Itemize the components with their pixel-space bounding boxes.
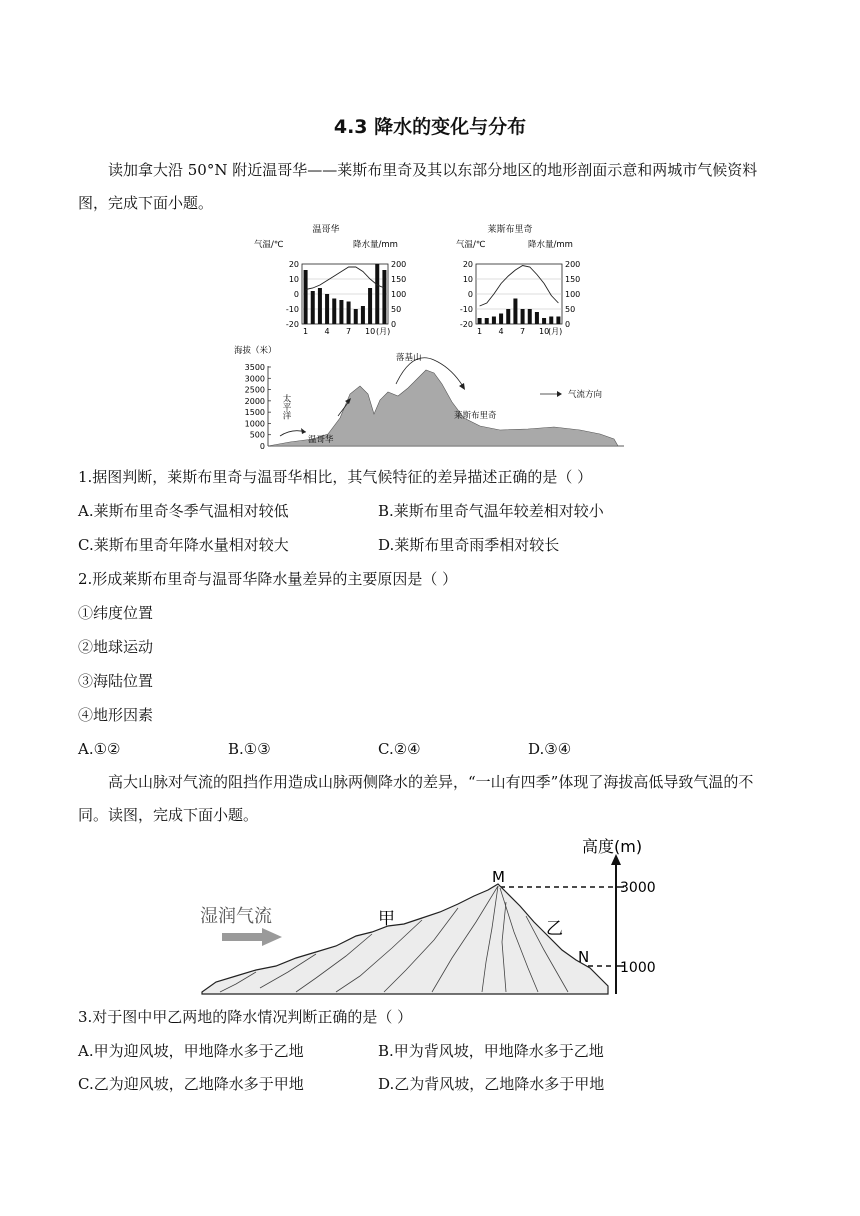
precip-bar [347,302,351,325]
precip-bar [513,299,517,325]
precip-axis-label-lethbridge: 降水量/mm [528,240,573,250]
month-unit-lethbridge: (月) [548,327,563,336]
arrow-head-3 [459,383,465,390]
precip-bar [492,317,496,325]
month-ticks-lethbridge [477,327,549,336]
precip-tick-label: 50 [391,305,402,314]
elevation-tick-label: 3500 [244,363,265,372]
moist-airflow-label: 湿润气流 [200,906,272,927]
precip-ticks-lethbridge [565,260,580,329]
temp-line-vancouver [306,267,385,290]
vancouver-profile-label: 温哥华 [308,435,334,445]
temp-ticks-lethbridge [460,260,473,329]
month-ticks-vancouver [303,327,375,336]
peak-m-label: M [492,868,505,886]
temp-tick-label: 10 [462,275,473,284]
height-axis-label: 高度(m) [582,837,643,856]
lethbridge-profile-label: 莱斯布里奇 [454,411,497,421]
temp-tick-label: -20 [285,320,299,329]
precip-tick-label: 200 [391,260,407,269]
q2-option-d: D.③④ [528,740,572,758]
precip-tick-label: 100 [391,290,407,299]
temp-tick-label: -10 [459,305,473,314]
precip-bar [485,318,489,324]
temp-line-lethbridge [480,266,559,307]
precip-bar [361,306,365,324]
precip-tick-label: 150 [391,275,407,284]
temp-tick-label: -10 [285,305,299,314]
precip-bar [354,309,358,324]
temp-tick-label: 0 [293,290,299,299]
precip-bar [542,318,546,324]
elevation-axis-label: 海拔（米） [234,346,277,356]
q1-option-c: C.莱斯布里奇年降水量相对较大 [78,536,289,554]
temp-tick-label: -20 [459,320,473,329]
arrow-head-1 [301,428,306,434]
airflow-arrow-shaft [222,933,262,941]
elevation-tick-label: 3000 [244,374,265,384]
month-tick-label: 7 [346,327,352,336]
figure-2 [196,832,696,1000]
month-tick-label: 1 [303,327,309,336]
question-3-stem: 3.对于图中甲乙两地的降水情况判断正确的是（ ） [78,1008,413,1026]
rocky-mountains-label: 落基山 [396,353,422,363]
precip-tick-label: 100 [565,290,581,299]
month-tick-label: 7 [520,327,526,336]
precip-tick-label: 0 [565,320,571,329]
precip-bar [549,317,553,325]
temp-axis-label-vancouver: 气温/℃ [254,240,284,250]
q3-option-a: A.甲为迎风坡，甲地降水多于乙地 [78,1042,304,1060]
figure-1 [228,222,628,454]
precip-bar [339,300,343,324]
page-title: 4.3 降水的变化与分布 [333,116,527,138]
slope-jia-label: 甲 [378,909,395,929]
q1-option-d: D.莱斯布里奇雨季相对较长 [378,536,560,554]
precip-bar [499,314,503,325]
airflow-arrow-head [262,928,282,946]
intro-paragraph-2: 高大山脉对气流的阻挡作用造成山脉两侧降水的差异，“一山有四季”体现了海拔高低导致气温的不同。读图，完成下面小题。 [78,773,754,824]
city-title-vancouver: 温哥华 [312,225,340,235]
q3-option-b: B.甲为背风坡，甲地降水多于乙地 [378,1042,604,1060]
month-tick-label: 4 [324,327,330,336]
airflow-legend-label: 气流方向 [568,390,603,400]
precip-bar [556,317,560,325]
temp-tick-label: 20 [288,260,299,269]
month-tick-label: 4 [498,327,504,336]
precip-ticks-vancouver [391,260,406,329]
tick-label-1000: 1000 [620,960,656,976]
precip-bar [375,264,379,324]
elevation-tick-label: 2500 [244,385,265,395]
q1-option-b: B.莱斯布里奇气温年较差相对较小 [378,502,604,520]
question-1-stem: 1.据图判断，莱斯布里奇与温哥华相比，其气候特征的差异描述正确的是（ ） [78,468,593,486]
elevation-tick-label: 500 [249,430,265,440]
q2-option-a: A.①② [78,740,121,758]
q2-item-4: ④地形因素 [78,706,154,724]
precip-bar [332,299,336,325]
elevation-ticks [245,363,271,451]
precip-bar [382,270,386,324]
precip-tick-label: 200 [565,260,581,269]
city-title-lethbridge: 莱斯布里奇 [487,225,533,235]
month-tick-label: 10 [364,327,376,336]
precip-bar [325,294,329,324]
elevation-tick-label: 1500 [244,408,265,418]
temp-ticks-vancouver [286,260,299,329]
precip-bar [311,291,315,324]
ocean-label: 太平洋 [281,394,291,420]
legend-arrow-head [557,391,562,397]
elevation-tick-label: 1000 [244,419,265,429]
precip-axis-label-vancouver: 降水量/mm [353,240,398,250]
precip-bar [528,309,532,324]
precip-bar [506,309,510,324]
q1-option-a: A.莱斯布里奇冬季气温相对较低 [78,502,289,520]
climate-chart-lethbridge [456,223,580,336]
month-tick-label: 1 [477,327,483,336]
precip-bar [318,288,322,324]
q2-item-2: ②地球运动 [78,638,154,656]
intro-paragraph-1: 读加拿大沿 50°N 附近温哥华——莱斯布里奇及其以东部分地区的地形剖面示意和两城市气候资料图，完成下面小题。 [78,161,758,212]
q2-option-b: B.①③ [228,740,271,758]
elevation-tick-label: 0 [259,442,265,451]
q2-item-3: ③海陆位置 [78,672,154,690]
grid-lethbridge [476,279,562,309]
month-tick-label: 10 [538,327,550,336]
precip-bar [535,312,539,324]
precip-tick-label: 150 [565,275,581,284]
temp-tick-label: 0 [467,290,473,299]
precip-bar [521,309,525,324]
month-unit-vancouver: (月) [376,327,391,336]
precip-tick-label: 0 [391,320,397,329]
q3-option-d: D.乙为背风坡，乙地降水多于甲地 [378,1075,605,1093]
slope-yi-label: 乙 [546,919,563,939]
q2-item-1: ①纬度位置 [78,604,154,622]
q2-option-c: C.②④ [378,740,421,758]
precip-bar [478,318,482,324]
precip-bars-lethbridge [478,299,561,325]
temp-tick-label: 10 [288,275,299,284]
terrain-profile [234,345,624,451]
q3-option-c: C.乙为迎风坡，乙地降水多于甲地 [78,1075,304,1093]
temp-axis-label-lethbridge: 气温/℃ [456,240,486,250]
temp-tick-label: 20 [462,260,473,269]
question-2-stem: 2.形成莱斯布里奇与温哥华降水量差异的主要原因是（ ） [78,570,458,588]
elevation-tick-label: 2000 [244,396,265,406]
precip-bar [368,288,372,324]
tick-label-3000: 3000 [620,880,656,896]
precip-bar [304,270,308,324]
precip-tick-label: 50 [565,305,576,314]
point-n-label: N [578,948,590,966]
climate-chart-vancouver [254,223,406,336]
